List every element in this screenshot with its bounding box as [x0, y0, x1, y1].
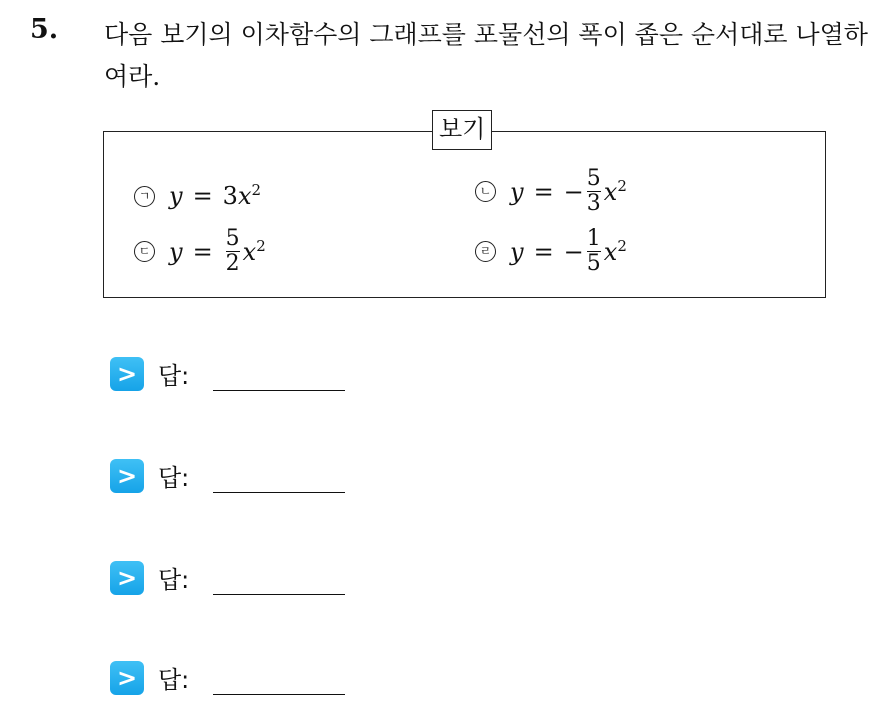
chevron-right-icon: >	[110, 561, 144, 595]
formula-lhs: y	[169, 237, 183, 266]
answer-blank[interactable]	[213, 390, 345, 391]
equals-sign: =	[533, 177, 554, 206]
fraction	[224, 228, 242, 275]
answer-row-2	[110, 458, 189, 493]
answer-row-3	[110, 560, 189, 595]
answer-row-4	[110, 660, 189, 695]
formula-var: x	[242, 237, 257, 266]
option-mark: ㄱ	[134, 186, 155, 207]
minus-sign: −	[563, 177, 584, 206]
chevron-right-icon: >	[110, 459, 144, 493]
answer-label: 답:	[158, 566, 190, 594]
answer-blank[interactable]	[213, 694, 345, 695]
fraction-numerator: 5	[586, 166, 601, 191]
fraction	[585, 228, 603, 275]
option-formula	[169, 182, 261, 210]
answer-blank[interactable]	[213, 492, 345, 493]
formula-lhs: y	[510, 177, 524, 206]
coefficient: 3	[222, 182, 238, 210]
option-mark: ㄴ	[475, 181, 496, 202]
formula-lhs: y	[169, 182, 183, 210]
option-mark: ㄷ	[134, 241, 155, 262]
option-3	[134, 228, 266, 275]
answer-label: 답:	[158, 362, 190, 390]
formula-var: x	[603, 177, 618, 206]
formula-var: x	[237, 182, 252, 210]
equals-sign: =	[192, 182, 213, 210]
minus-sign: −	[563, 237, 584, 266]
answer-row-1	[110, 356, 189, 391]
question-number: 5.	[30, 14, 59, 45]
fraction-numerator: 5	[225, 226, 240, 251]
formula-lhs: y	[510, 237, 524, 266]
equals-sign: =	[533, 237, 554, 266]
question-text: 다음 보기의 이차함수의 그래프를 포물선의 폭이 좁은 순서대로 나열하여라.	[104, 20, 868, 91]
fraction	[585, 168, 603, 215]
answer-label: 답:	[158, 666, 190, 694]
fraction-denominator: 5	[586, 251, 601, 276]
exponent: 2	[256, 236, 266, 255]
answer-label: 답:	[158, 464, 190, 492]
fraction-denominator: 2	[225, 251, 240, 276]
option-1	[134, 182, 261, 210]
option-formula	[510, 228, 627, 275]
option-formula	[169, 228, 266, 275]
equals-sign: =	[192, 237, 213, 266]
example-box	[103, 115, 826, 298]
fraction-denominator: 3	[586, 191, 601, 216]
answer-blank[interactable]	[213, 594, 345, 595]
option-mark: ㄹ	[475, 241, 496, 262]
formula-var: x	[603, 237, 618, 266]
exponent: 2	[251, 181, 262, 199]
option-4	[475, 228, 627, 275]
option-formula	[510, 168, 627, 215]
fraction-numerator: 1	[586, 226, 601, 251]
chevron-right-icon: >	[110, 661, 144, 695]
example-box-title: 보기	[432, 110, 492, 150]
exponent: 2	[617, 176, 627, 195]
exponent: 2	[617, 236, 627, 255]
option-2	[475, 168, 627, 215]
chevron-right-icon: >	[110, 357, 144, 391]
